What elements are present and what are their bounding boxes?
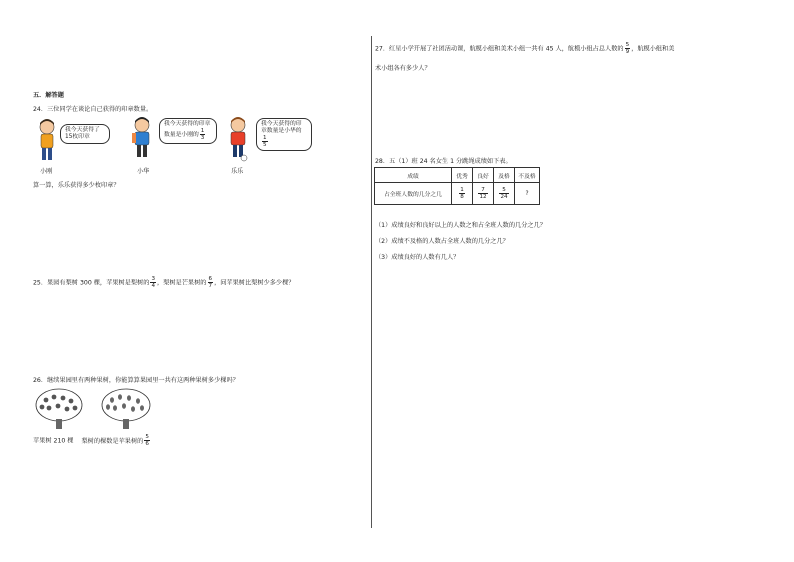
q25-text — [33, 276, 295, 289]
fraction: $\frac{5}{24}$ — [500, 187, 508, 200]
section-title: 五．解答题 — [33, 92, 64, 99]
q27-line2: 术小组各有多少人？ — [375, 65, 431, 72]
q26-caption1: 苹果树 210 棵 — [33, 437, 74, 445]
q27-line1 — [375, 42, 675, 55]
q26-caption2: 梨树的棵数是苹果树的 — [81, 437, 144, 445]
fraction: $\frac{6}{7}$ — [208, 276, 213, 289]
table-row — [375, 183, 540, 205]
kid3-name: 乐乐 — [231, 168, 244, 175]
fraction: $\frac{7}{12}$ — [479, 187, 487, 200]
fraction: $\frac{1}{8}$ — [460, 187, 464, 200]
q28-sub3: （3）成绩良好的人数有几人？ — [375, 254, 460, 261]
q27-part1: 27．红星小学开展了社团活动课，航模小组和美术小组一共有 45 人，航模小组占总人数的 — [375, 45, 624, 53]
table-header: 及格 — [494, 168, 515, 183]
pear-tree-icon — [100, 388, 152, 430]
boy-icon — [130, 116, 154, 160]
fraction: $\frac{5}{9}$ — [625, 42, 630, 55]
kid1-bubble-text: 我今天获得了15枚印章 — [65, 127, 100, 140]
q28-sub2: （2）成绩不及格的人数占全班人数的几分之几？ — [375, 238, 509, 245]
kid3-bubble-text: 我今天获得的印章数量是小华的 — [261, 121, 302, 134]
kid2-bubble-text: 我今天获得的印章数量是小刚的 — [164, 121, 211, 138]
fraction: $\frac{5}{6}$ — [145, 434, 149, 447]
kid2-name: 小华 — [137, 168, 150, 175]
q25-part2: ，梨树是芒果树的 — [157, 279, 207, 287]
grades-table — [374, 167, 540, 205]
table-cell — [473, 183, 494, 205]
boy-icon — [36, 118, 58, 164]
table-header: 良好 — [473, 168, 494, 183]
table-cell — [452, 183, 473, 205]
q25-part3: ，问苹果树比梨树少多少棵？ — [214, 279, 295, 287]
column-divider — [371, 36, 372, 528]
kid1-name: 小刚 — [40, 168, 53, 175]
table-header: 优秀 — [452, 168, 473, 183]
table-header: 成绩 — [375, 168, 452, 183]
q27-part2: ，航模小组和美 — [631, 45, 675, 53]
fraction: $\frac{1}{5}$ — [263, 135, 267, 148]
table-row — [375, 168, 540, 183]
kid1-speech-bubble — [60, 124, 110, 144]
q26-prompt: 26．继续果园里有两种果树，你能算算果园里一共有这两种果树多少棵吗？ — [33, 377, 239, 384]
q28-sub1: （1）成绩良好和良好以上的人数之和占全班人数的几分之几？ — [375, 222, 546, 229]
kid3-speech-bubble — [256, 118, 312, 151]
q28-prompt: 28．五（1）班 24 名女生 1 分跳绳成绩如下表。 — [375, 158, 512, 165]
q24-prompt: 24．三位同学在谈论自己获得的印章数量。 — [33, 106, 153, 113]
table-cell: ? — [515, 183, 540, 205]
table-cell — [494, 183, 515, 205]
boy-icon — [226, 116, 250, 162]
kid2-speech-bubble — [159, 118, 217, 144]
table-header: 不及格 — [515, 168, 540, 183]
q24-question: 算一算，乐乐获得多少枚印章？ — [33, 182, 120, 189]
fraction: $\frac{3}{4}$ — [151, 276, 155, 289]
row-label: 占全班人数的几分之几 — [375, 183, 452, 205]
apple-tree-icon — [34, 388, 84, 430]
q25-part1: 25．果园有梨树 300 棵，苹果树是梨树的 — [33, 279, 150, 287]
q26-captions — [33, 434, 151, 447]
fraction: $\frac{1}{3}$ — [200, 128, 205, 141]
